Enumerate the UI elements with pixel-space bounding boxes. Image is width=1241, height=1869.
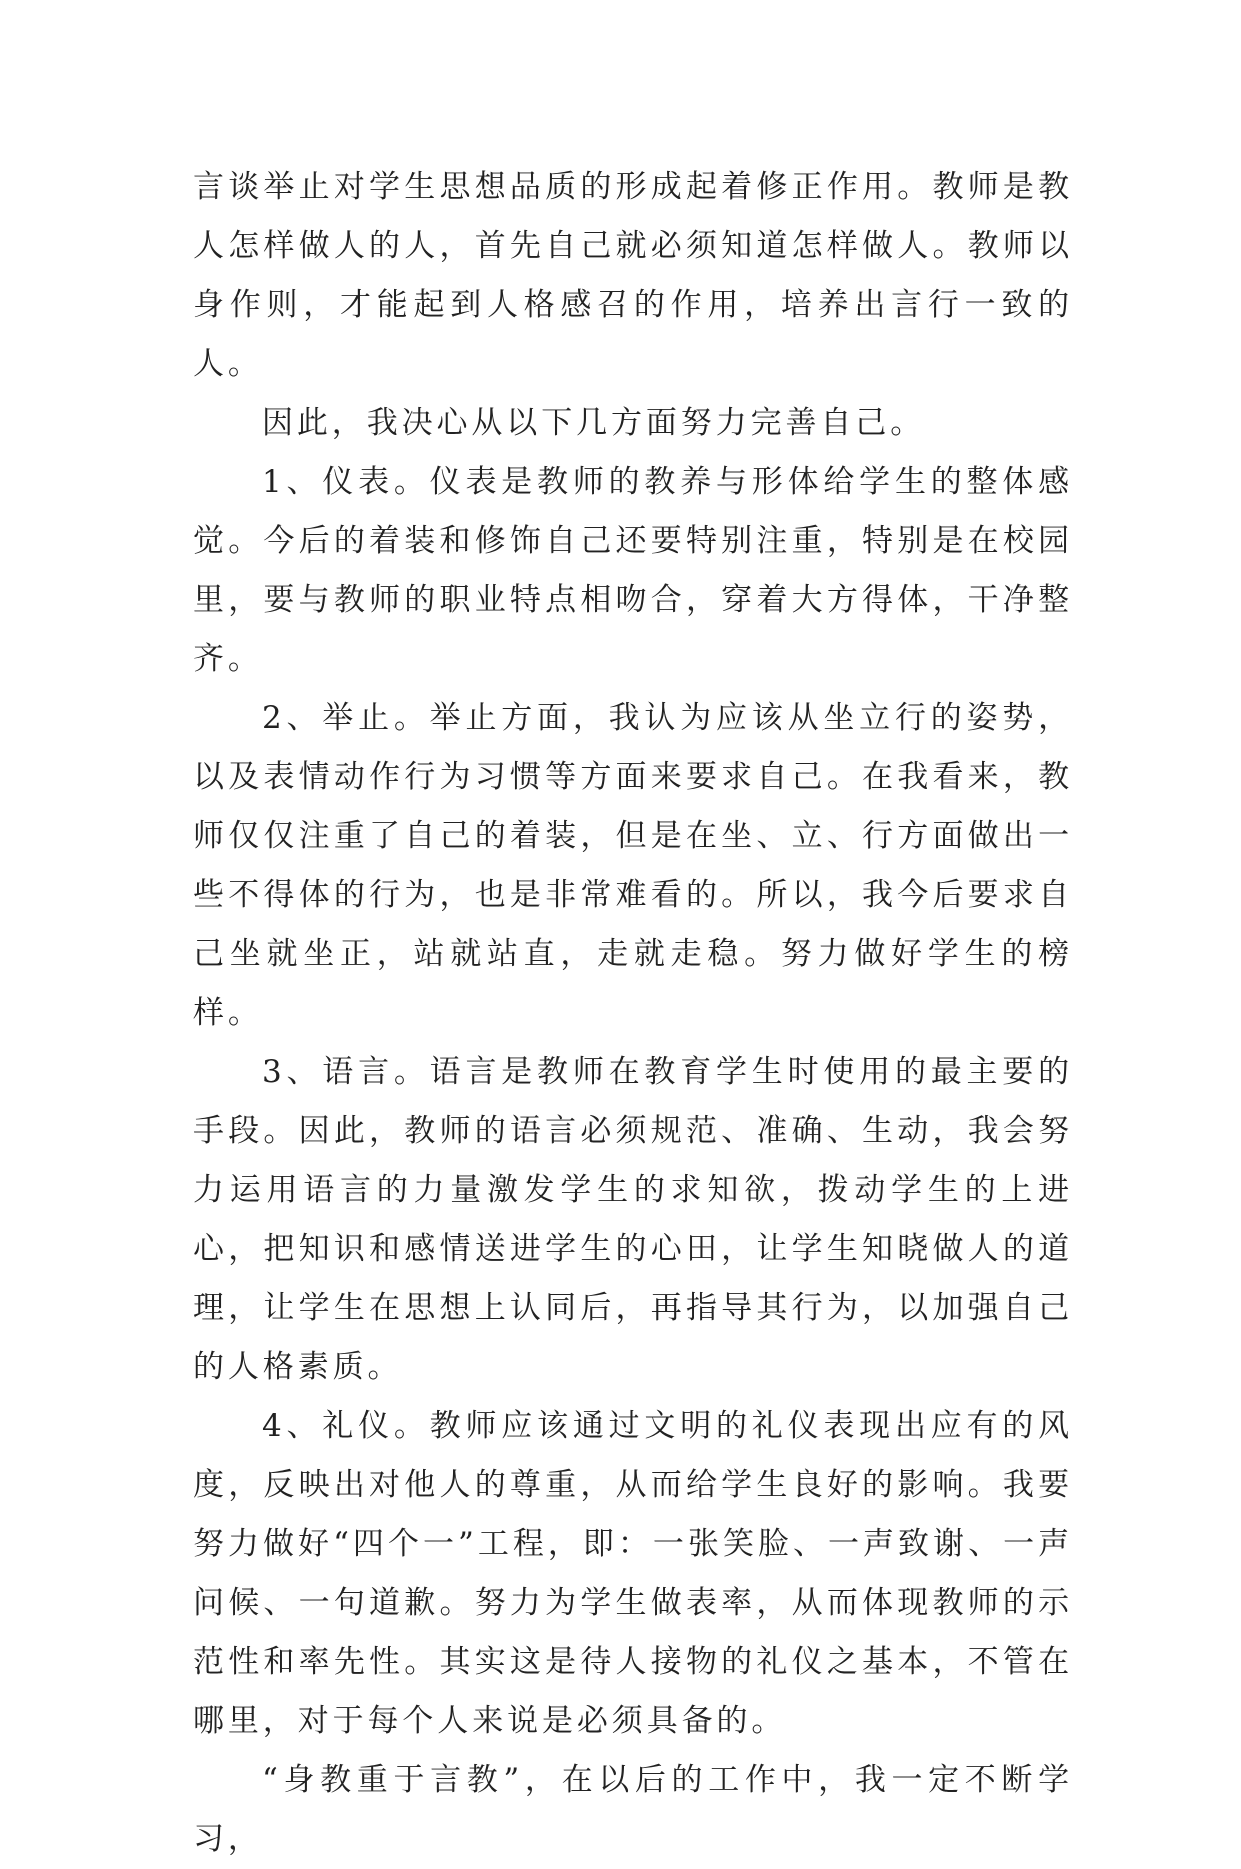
paragraph-5: 3、语言。语言是教师在教育学生时使用的最主要的手段。因此，教师的语言必须规范、准确、生动，我会努力运用语言的力量激发学生的求知欲，拨动学生的上进心，把知识和感情送进学生的心田，让学生知晓做人的道理，让学生在思想上认同后，再指导其行为，以加强自己的人格素质。 [193, 1054, 1073, 1385]
paragraph-1: 言谈举止对学生思想品质的形成起着修正作用。教师是教人怎样做人的人，首先自己就必须知道怎样做人。教师以身作则，才能起到人格感召的作用，培养出言行一致的人。 [193, 169, 1073, 382]
paragraph-6: 4、礼仪。教师应该通过文明的礼仪表现出应有的风度，反映出对他人的尊重，从而给学生良好的影响。我要努力做好“四个一”工程，即：一张笑脸、一声致谢、一声问候、一句道歉。努力为学生做表率，从而体现教师的示范性和率先性。其实这是待人接物的礼仪之基本，不管在哪里，对于每个人来说是必须具备的。 [193, 1408, 1073, 1739]
paragraph-4: 2、举止。举止方面，我认为应该从坐立行的姿势，以及表情动作行为习惯等方面来要求自己。在我看来，教师仅仅注重了自己的着装，但是在坐、立、行方面做出一些不得体的行为，也是非常难看的。所以，我今后要求自己坐就坐正，站就站直，走就走稳。努力做好学生的榜样。 [193, 700, 1073, 1031]
paragraph-3: 1、仪表。仪表是教师的教养与形体给学生的整体感觉。今后的着装和修饰自己还要特别注重，特别是在校园里，要与教师的职业特点相吻合，穿着大方得体，干净整齐。 [193, 464, 1073, 677]
paragraph-2: 因此，我决心从以下几方面努力完善自己。 [262, 405, 926, 441]
body-text [193, 158, 1073, 1869]
paragraph-7: “身教重于言教”，在以后的工作中，我一定不断学习， [193, 1762, 1073, 1857]
